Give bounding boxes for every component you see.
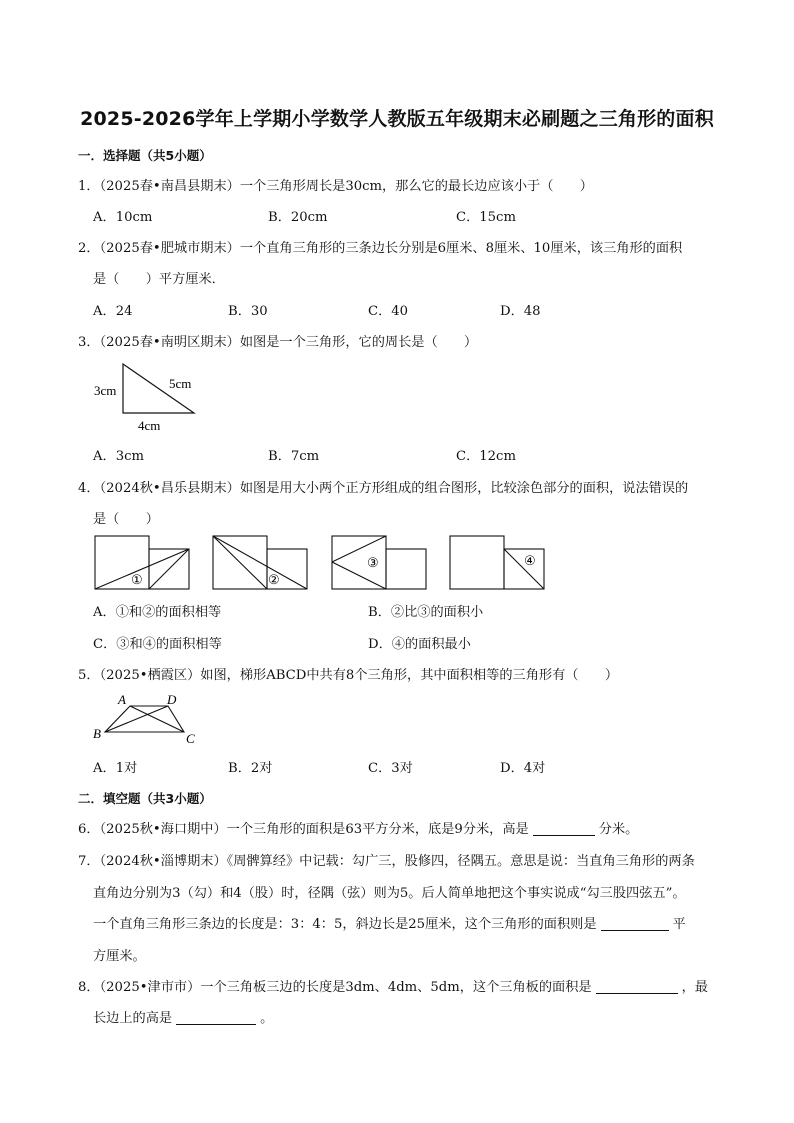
vertex-b-label: B: [93, 726, 101, 741]
question-3-text: 3．（2025春•南明区期末）如图是一个三角形，它的周长是（ ）: [78, 335, 478, 350]
q2-option-a: A．24: [93, 304, 133, 319]
q8-line2-before: 长边上的高是: [93, 1011, 173, 1026]
question-4-line-2: 是（ ）: [93, 512, 159, 527]
q3-bottom-side-label: 4cm: [138, 418, 161, 433]
question-7-line-3: [93, 913, 686, 932]
q2-option-b: B．30: [228, 304, 268, 319]
q6-text-after: 分米。: [598, 822, 639, 837]
q4-option-d: D．④的面积最小: [368, 637, 471, 652]
q4-label-3: ③: [367, 555, 379, 570]
question-6: [78, 818, 638, 837]
q5-option-b: B．2对: [228, 761, 273, 776]
q3-option-b: B．7cm: [268, 449, 320, 464]
q4-option-a: A．①和②的面积相等: [93, 605, 222, 620]
q1-option-b: B．20cm: [268, 210, 328, 225]
q4-option-c: C．③和④的面积相等: [93, 637, 222, 652]
q5-trapezoid-figure: [90, 690, 200, 746]
q4-figure-2: [212, 535, 312, 591]
question-8-line-2: [93, 1007, 273, 1026]
q2-option-c: C．40: [368, 304, 409, 319]
q3-option-c: C．12cm: [456, 449, 516, 464]
question-4-line-1: 4．（2024秋•昌乐县期末）如图是用大小两个正方形组成的组合图形，比较涂色部分的面积，说法错误的: [78, 481, 689, 496]
question-2-line-1: 2．（2025春•肥城市期末）一个直角三角形的三条边长分别是6厘米、8厘米、10厘米，该三角形的面积: [78, 241, 683, 256]
q7-answer-blank[interactable]: [601, 916, 669, 931]
vertex-a-label: A: [118, 692, 126, 707]
trapezoid-abcd: [105, 706, 184, 732]
question-7-line-2: 直角边分别为3（勾）和4（股）时，径隅（弦）则为5。后人简单地把这个事实说成“勾三股四弦五”。: [93, 886, 686, 901]
vertex-d-label: D: [167, 692, 177, 707]
q4-figure-4: [449, 535, 549, 591]
section-heading-fill: 二．填空题（共3小题）: [78, 791, 212, 806]
q6-text-before: 6．（2025秋•海口期中）一个三角形的面积是63平方分米，底是9分米，高是: [78, 822, 529, 837]
question-7-line-4: 方厘米。: [93, 949, 146, 964]
question-7-line-1: 7．（2024秋•淄博期末）《周髀算经》中记载：勾广三，股修四，径隅五。意思是说：当直角三角形的两条: [78, 854, 695, 869]
q6-answer-blank[interactable]: [533, 821, 595, 836]
vertex-c-label: C: [186, 731, 195, 746]
q5-option-d: D．4对: [500, 761, 546, 776]
q4-figure-1: [94, 535, 194, 591]
q2-option-d: D．48: [500, 304, 541, 319]
q4-label-2: ②: [268, 572, 280, 587]
q3-option-a: A．3cm: [93, 449, 144, 464]
question-2-line-2: 是（ ）平方厘米．: [93, 272, 225, 287]
q1-option-c: C．15cm: [456, 210, 516, 225]
q4-figure-3: [331, 535, 431, 591]
section-heading-choice: 一．选择题（共5小题）: [78, 148, 212, 163]
q4-label-1: ①: [131, 572, 143, 587]
question-8-line-1: [78, 976, 708, 995]
q8-line2-after: 。: [260, 1011, 274, 1026]
q4-option-b: B．②比③的面积小: [368, 605, 484, 620]
q8-text-after: ，最: [681, 980, 708, 995]
page-title: 2025-2026学年上学期小学数学人教版五年级期末必刷题之三角形的面积: [80, 108, 714, 130]
q8-area-blank[interactable]: [596, 979, 678, 994]
question-5-text: 5．（2025•栖霞区）如图，梯形ABCD中共有8个三角形，其中面积相等的三角形有（ ）: [78, 668, 619, 683]
q3-hypotenuse-label: 5cm: [169, 376, 192, 391]
q7-text-before: 一个直角三角形三条边的长度是：3：4：5，斜边长是25厘米，这个三角形的面积则是: [93, 917, 597, 932]
q5-option-c: C．3对: [368, 761, 413, 776]
question-1-text: 1．（2025春•南昌县期末）一个三角形周长是30cm，那么它的最长边应该小于（ ）: [78, 179, 593, 194]
q8-height-blank[interactable]: [176, 1010, 256, 1025]
q3-left-side-label: 3cm: [94, 383, 117, 398]
q8-text-before: 8．（2025•津市市）一个三角板三边的长度是3dm、4dm、5dm，这个三角板的面积是: [78, 980, 592, 995]
q7-text-after: 平: [672, 917, 686, 932]
q1-option-a: A．10cm: [93, 210, 153, 225]
diagonal-bd: [105, 706, 168, 732]
q5-option-a: A．1对: [93, 761, 138, 776]
q4-label-4: ④: [524, 553, 536, 568]
q3-triangle-figure: [90, 360, 210, 432]
